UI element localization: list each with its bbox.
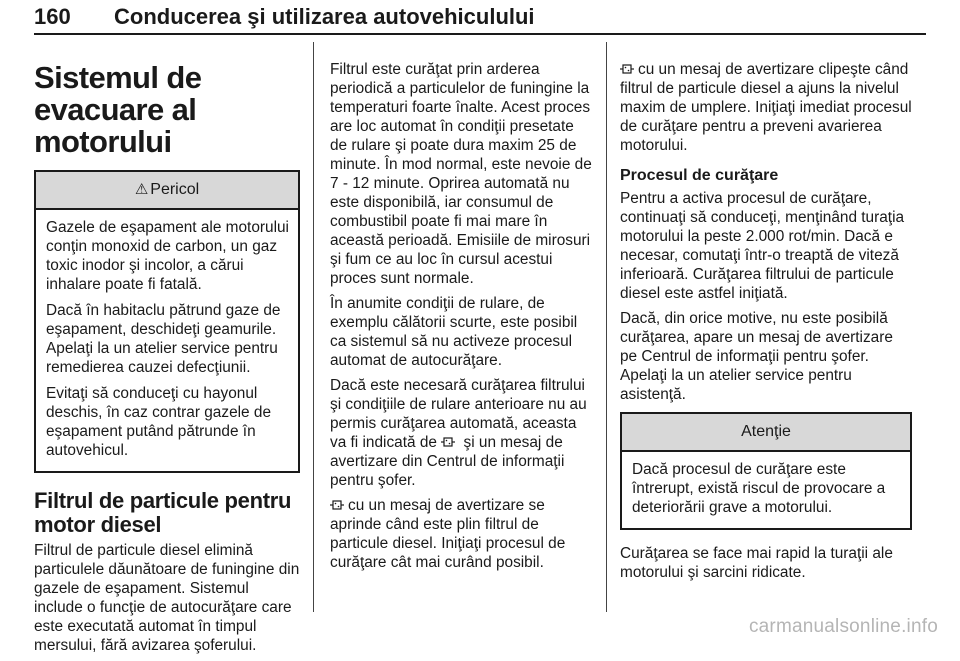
warning-triangle-icon: ⚠ — [134, 181, 149, 198]
column-2 — [330, 60, 592, 578]
body-paragraph — [620, 60, 912, 155]
page-number: 160 — [34, 4, 71, 29]
column-1 — [34, 62, 300, 661]
caution-text: Dacă procesul de curăţare este întrerupt, există riscul de provocare a deteriorării grave a motorului. — [632, 461, 886, 516]
header-rule — [34, 33, 926, 35]
subheading: Procesul de curăţare — [620, 167, 779, 184]
body-paragraph: Curăţarea se face mai rapid la turaţii ale motorului şi sarcini ridicate. — [620, 545, 893, 581]
subsection-title: Filtrul de particule pentru motor diesel — [34, 488, 292, 537]
danger-paragraph: Evitaţi să conduceţi cu hayonul deschis, în caz contrar gazele de eşapament putând pătrunde în autovehicul. — [46, 385, 271, 459]
danger-box — [34, 170, 300, 473]
caution-box-heading: Atenţie — [622, 414, 910, 452]
body-paragraph: Pentru a activa procesul de curăţare, continuaţi să conduceţi, menţinând turaţia motorului la peste 2.000 rot/min. Dacă e necesar, comutaţi într-o treaptă de viteză inferioară. Curăţarea filtrului de particule diesel este astfel iniţiată. — [620, 190, 905, 302]
diesel-particle-filter-icon — [330, 499, 344, 511]
danger-paragraph: Dacă în habitaclu pătrund gaze de eşapament, deschideţi geamurile. Apelaţi la un atelier service pentru remedierea cauzei defecţiunii. — [46, 302, 281, 376]
text-run: Dacă este necesară curăţarea filtrului şi condiţiile de rulare anterioare nu au permis curăţarea automată, aceasta va fi indicată de — [330, 377, 587, 451]
body-paragraph — [330, 376, 592, 490]
text-run: cu un mesaj de avertizare clipeşte când filtrul de particule diesel a ajuns la nivelul maxim de umplere. Iniţiaţi imediat procesul de curăţare pentru a preveni avarierea motorului. — [620, 61, 912, 154]
column-divider — [313, 42, 314, 612]
diesel-particle-filter-icon — [441, 436, 455, 448]
body-paragraph — [330, 496, 592, 572]
diesel-particle-filter-icon — [620, 63, 634, 75]
text-run: cu un mesaj de avertizare se aprinde când este plin filtrul de particule diesel. Iniţiaţi procesul de curăţare cât mai curând posibil. — [330, 497, 566, 571]
caution-box — [620, 412, 912, 530]
body-paragraph: Dacă, din orice motive, nu este posibilă curăţarea, apare un mesaj de avertizare pe Centrul de informaţii pentru şofer. Apelaţi la un atelier service pentru asistenţă. — [620, 310, 893, 403]
section-title: Sistemul de evacuare al motorului — [34, 60, 202, 159]
body-paragraph: În anumite condiţii de rulare, de exemplu călătorii scurte, este posibil ca sistemul să nu activeze procesul automat de autocurăţare. — [330, 295, 578, 369]
running-title: Conducerea şi utilizarea autovehiculului — [114, 4, 535, 29]
caution-box-body — [622, 452, 910, 528]
watermark: carmanualsonline.info — [748, 616, 938, 637]
body-paragraph: Filtrul este curăţat prin arderea periodică a particulelor de funingine la temperaturi foarte înalte. Acest proces are loc automat în condiţii presetate de rulare şi poate dura maxim 25 de minute. În mod normal, este nevoie de 7 - 12 minute. Oprirea automată nu este disponibilă, iar consumul de combustibil poate fi mai mare în această perioadă. Emisiile de mirosuri şi fum ce au loc în cursul acestui proces sunt normale. — [330, 61, 592, 287]
danger-paragraph: Gazele de eşapament ale motorului conţin monoxid de carbon, un gaz toxic inodor şi incolor, a cărui inhalare poate fi fatală. — [46, 219, 289, 293]
text-run: şi un mesaj de avertizare din Centrul de informaţii pentru şofer. — [330, 434, 565, 489]
body-paragraph: Filtrul de particule diesel elimină particulele dăunătoare de funingine din gazele de eşapament. Sistemul include o funcţie de autocurăţare care este executată automat în timpul mersului, fără avizarea şoferului. — [34, 542, 300, 654]
danger-box-body — [36, 210, 298, 471]
danger-label: Pericol — [150, 181, 200, 198]
danger-box-heading — [36, 172, 298, 210]
column-3 — [620, 60, 912, 588]
column-divider — [606, 42, 607, 612]
